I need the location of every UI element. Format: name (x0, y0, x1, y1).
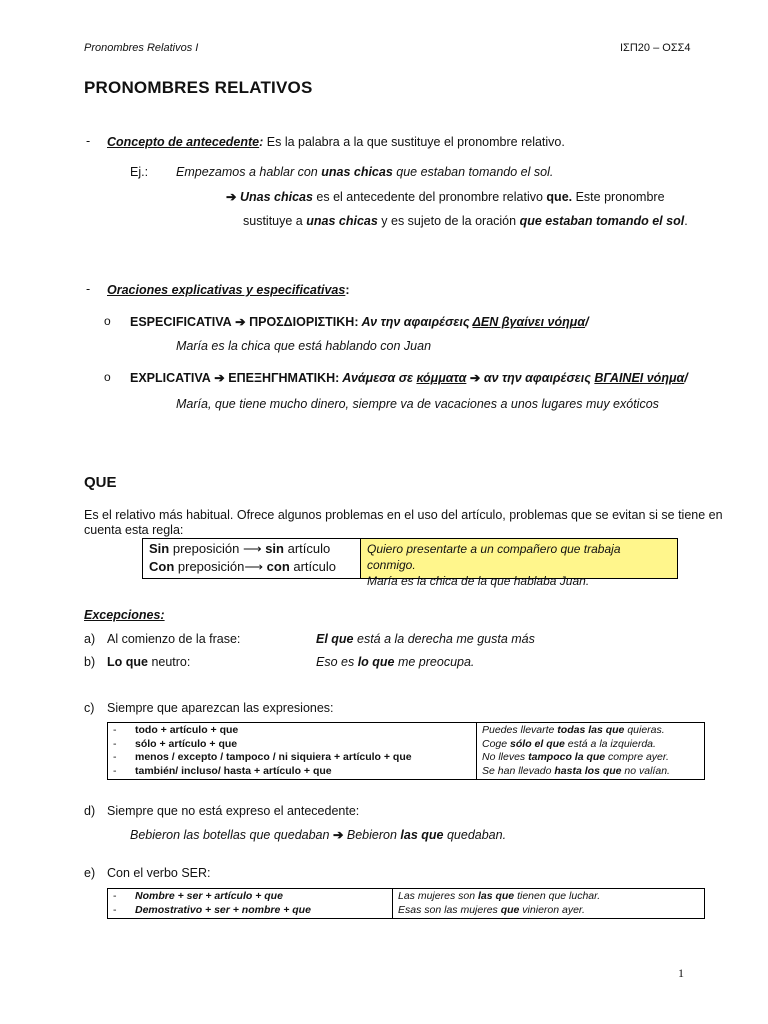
rule-cell (143, 539, 361, 578)
explanation-line-1: ➔ Unas chicas es el antecedente del pronombre relativo que. Este pronombre (226, 190, 665, 204)
example-sentence: Empezamos a hablar con unas chicas que estaban tomando el sol. (176, 165, 554, 179)
table-row (108, 723, 705, 780)
rule-example-1: Quiero presentarte a un compañero que trabaja conmigo. (367, 542, 621, 572)
list-dash: - (86, 134, 91, 148)
list-item: Puedes llevarte todas las que quieras. (482, 724, 665, 736)
expressions-table (107, 722, 705, 780)
table-cell-examples (477, 723, 705, 780)
list-item: No lleves tampoco la que compre ayer. (482, 751, 669, 764)
item-label-e: e) (84, 866, 96, 880)
item-d-example: Bebieron las botellas que quedaban ➔ Bebieron las que quedaban. (130, 828, 507, 842)
list-item: - también/ incluso/ hasta + artículo + que (113, 764, 332, 777)
list-item: - Nombre + ser + artículo + que (113, 890, 283, 902)
item-b-text: Lo que neutro: (107, 655, 191, 669)
item-b-example: Eso es lo que me preocupa. (316, 655, 475, 669)
concept-line: Concepto de antecedente: Es la palabra a la que sustituye el pronombre relativo. (107, 135, 565, 149)
item-label-b: b) (84, 655, 96, 669)
list-item: - Demostrativo + ser + nombre + que (113, 903, 311, 916)
table-cell-structures (108, 889, 393, 919)
list-item: Se han llevado hasta los que no valían. (482, 764, 670, 777)
que-paragraph-line-1: Es el relativo más habitual. Ofrece algunos problemas en el uso del artículo, problemas que se evitan si se tiene en (84, 508, 723, 522)
rule-line-1: Sin preposición ⟶ sin artículo (149, 541, 331, 556)
oraciones-heading: Oraciones explicativas y especificativas: (107, 283, 350, 297)
item-label-a: a) (84, 632, 96, 646)
bullet-icon: o (104, 370, 111, 384)
que-paragraph-line-2: cuenta esta regla: (84, 523, 184, 537)
item-a-text: Al comienzo de la frase: (107, 632, 241, 646)
rule-box (142, 538, 678, 588)
item-e-text: Con el verbo SER: (107, 866, 211, 880)
list-item: Coge sólo el que está a la izquierda. (482, 737, 656, 750)
arrow-right-icon: ➔ (235, 315, 246, 329)
item-c-text: Siempre que aparezcan las expresiones: (107, 701, 334, 715)
list-item: Las mujeres son las que tienen que luchar. (398, 890, 601, 902)
especificativa-line: ESPECIFICATIVA ➔ ΠΡΟΣΔΙΟΡΙΣΤΙΚΗ: Αν την αφαιρέσεις ΔΕΝ βγαίνει νόημα/ (130, 315, 589, 329)
item-label-d: d) (84, 804, 96, 818)
explicativa-line: EXPLICATIVA ➔ ΕΠΕΞΗΓΗΜΑΤΙΚΗ: Ανάμεσα σε κόμματα ➔ αν την αφαιρέσεις ΒΓΑΙΝΕΙ νόημα/ (130, 371, 688, 385)
explanation-line-2: sustituye a unas chicas y es sujeto de la oración que estaban tomando el sol. (243, 214, 688, 228)
excepciones-heading: Excepciones: (84, 608, 165, 622)
table-cell-examples (393, 889, 705, 919)
example-label: Ej.: (130, 165, 149, 179)
arrow-right-icon: ➔ (332, 828, 344, 842)
rule-examples-cell (361, 539, 677, 588)
table-cell-expressions (108, 723, 477, 780)
list-item: - todo + artículo + que (113, 724, 239, 736)
item-a-example: El que está a la derecha me gusta más (316, 632, 535, 646)
page-number: 1 (678, 966, 684, 980)
item-label-c: c) (84, 701, 95, 715)
bullet-icon: o (104, 314, 111, 328)
concept-label: Concepto de antecedente (107, 135, 260, 149)
arrow-right-icon: ➔ (226, 190, 237, 204)
header-left: Pronombres Relativos I (84, 42, 199, 54)
section-heading-que: QUE (84, 474, 117, 491)
rule-line-2: Con preposición⟶ con artículo (149, 559, 337, 574)
ser-table (107, 888, 705, 919)
explicativa-example: María, que tiene mucho dinero, siempre va de vacaciones a unos lugares muy exóticos (176, 397, 659, 411)
page-title: PRONOMBRES RELATIVOS (84, 78, 313, 97)
rule-example-2: María es la chica de la que hablaba Juan. (367, 574, 590, 588)
header-right: ΙΣΠ20 – ΟΣΣ4 (620, 42, 691, 54)
list-item: Esas son las mujeres que vinieron ayer. (398, 903, 585, 916)
especificativa-example: María es la chica que está hablando con Juan (176, 339, 432, 353)
list-item: - sólo + artículo + que (113, 737, 238, 750)
list-dash: - (86, 282, 91, 296)
arrow-right-icon: ➔ (214, 371, 225, 385)
concept-text: Es la palabra a la que sustituye el pronombre relativo. (263, 135, 565, 149)
arrow-right-icon: ➔ (469, 371, 481, 385)
item-d-text: Siempre que no está expreso el antecedente: (107, 804, 360, 818)
table-row (108, 889, 705, 919)
list-item: - menos / excepto / tampoco / ni siquiera + artículo + que (113, 751, 412, 764)
